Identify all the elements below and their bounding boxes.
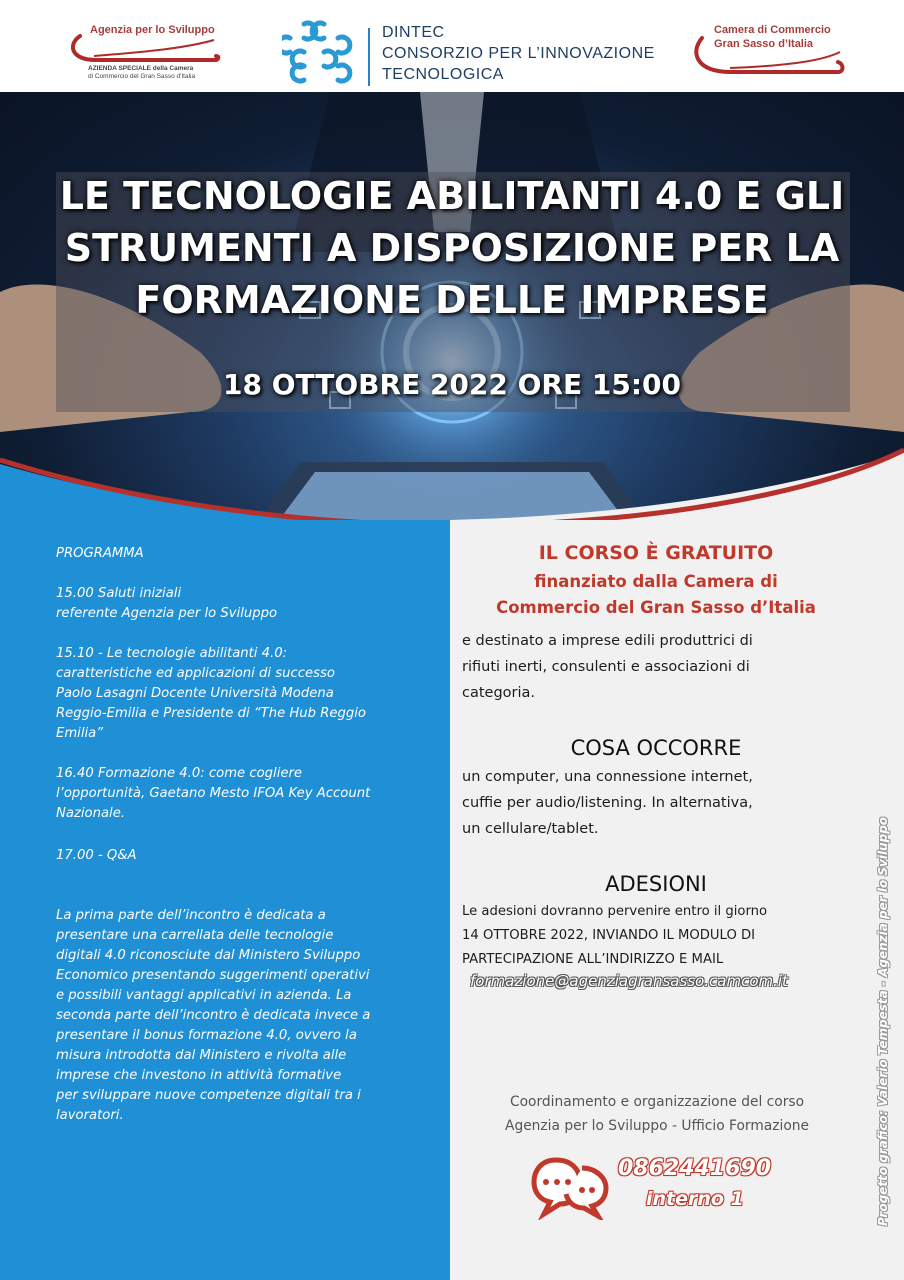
occorre-line-2: cuffie per audio/listening. In alternativa, — [462, 795, 753, 811]
dintec-separator — [368, 28, 370, 86]
dintec-name: DINTEC — [382, 24, 445, 41]
event-title-line-1: LE TECNOLOGIE ABILITANTI 4.0 E GLI — [59, 174, 845, 218]
programma-item-2-line-1: 15.10 - Le tecnologie abilitanti 4.0: — [56, 646, 288, 661]
programma-item-3-line-3: Nazionale. — [56, 806, 126, 821]
desc-line: seconda parte dell’incontro è dedicata invece a — [56, 1008, 371, 1023]
desc-line: e possibili vantaggi applicativi in azienda. La — [56, 988, 352, 1003]
programma-item-3 — [56, 764, 440, 824]
desc-line: digitali 4.0 riconosciute dal Ministero Sviluppo — [56, 948, 361, 963]
adesioni-line-1: Le adesioni dovranno pervenire entro il giorno — [462, 904, 768, 919]
programma-item-2-line-5: Emilia” — [56, 726, 104, 741]
desc-line: lavoratori. — [56, 1108, 124, 1123]
programma-item-4: 17.00 - Q&A — [56, 848, 137, 863]
finanziato-line-2: Commercio del Gran Sasso d’Italia — [496, 598, 816, 617]
programma-item-1-time: 15.00 Saluti iniziali — [56, 586, 182, 601]
coordinamento-line-2: Agenzia per lo Sviluppo - Ufficio Formazione — [505, 1118, 809, 1134]
occorre-line-3: un cellulare/tablet. — [462, 821, 599, 837]
programma-item-1 — [56, 584, 440, 624]
agenzia-subline-1: AZIENDA SPECIALE della Camera — [88, 65, 194, 72]
destinatari-line-3: categoria. — [462, 685, 536, 701]
coordinamento-text — [462, 1090, 852, 1138]
dintec-logo — [282, 16, 682, 88]
corso-gratuito-heading: IL CORSO È GRATUITO — [538, 542, 774, 564]
email-link[interactable]: formazione@agenziagransasso.camcom.it — [470, 972, 788, 990]
event-title-line-3: FORMAZIONE DELLE IMPRESE — [135, 278, 769, 322]
desc-line: per sviluppare nuove competenze digitali tra i — [56, 1088, 361, 1103]
agenzia-sviluppo-logo — [66, 22, 226, 84]
dintec-logo-icon — [282, 16, 360, 88]
desc-line: presentare il bonus formazione 4.0, ovvero la — [56, 1028, 357, 1043]
programma-item-2 — [56, 644, 440, 744]
adesioni-line-2: 14 OTTOBRE 2022, INVIANDO IL MODULO DI — [462, 928, 756, 943]
agenzia-name: Agenzia per lo Sviluppo — [90, 24, 215, 36]
chat-bubbles-icon — [530, 1154, 610, 1220]
dintec-line-3: TECNOLOGICA — [382, 66, 504, 83]
desc-line: La prima parte dell’incontro è dedicata a — [56, 908, 326, 923]
finanziato-line-1: finanziato dalla Camera di — [534, 572, 778, 591]
programma-item-3-line-1: 16.40 Formazione 4.0: come cogliere — [56, 766, 303, 781]
phone-extension: interno 1 — [646, 1188, 744, 1210]
destinatari-line-1: e destinato a imprese edili produttrici di — [462, 633, 753, 649]
adesioni-text — [462, 900, 852, 972]
programma-item-1-desc: referente Agenzia per lo Sviluppo — [56, 606, 278, 621]
programma-item-2-line-2: caratteristiche ed applicazioni di successo — [56, 666, 335, 681]
adesioni-line-3: PARTECIPAZIONE ALL’INDIRIZZO E MAIL — [462, 952, 724, 967]
desc-line: imprese che investono in attività formative — [56, 1068, 342, 1083]
adesioni-heading: ADESIONI — [605, 872, 707, 896]
programma-panel — [0, 520, 450, 1280]
camera-commercio-logo — [690, 22, 850, 82]
graphic-credit: Progetto grafico: Valerio Tempesta - Agenzia per lo Sviluppo — [876, 816, 890, 1226]
programma-item-2-line-4: Reggio-Emilia e Presidente di “The Hub Reggio — [56, 706, 366, 721]
programma-title: PROGRAMMA — [56, 546, 144, 561]
hero-banner — [0, 92, 904, 532]
phone-number[interactable]: 0862441690 — [618, 1156, 772, 1181]
dintec-line-2: CONSORZIO PER L’INNOVAZIONE — [382, 45, 655, 62]
programma-description — [56, 906, 442, 1126]
desc-line: misura introdotta dal Ministero e rivolta alle — [56, 1048, 347, 1063]
desc-line: Economico presentando suggerimenti operativi — [56, 968, 370, 983]
coordinamento-line-1: Coordinamento e organizzazione del corso — [509, 1094, 805, 1110]
programma-item-3-line-2: l’opportunità, Gaetano Mesto IFOA Key Account — [56, 786, 371, 801]
cosa-occorre-text — [462, 764, 852, 842]
camera-line-2: Gran Sasso d’Italia — [714, 38, 814, 50]
desc-line: presentare una carrellata delle tecnologie — [56, 928, 334, 943]
destinatari-line-2: rifiuti inerti, consulenti e associazioni di — [462, 659, 750, 675]
destinatari-text — [462, 628, 852, 706]
event-title-line-2: STRUMENTI A DISPOSIZIONE PER LA — [64, 226, 840, 270]
occorre-line-1: un computer, una connessione internet, — [462, 769, 753, 785]
header — [0, 0, 904, 92]
event-date: 18 OTTOBRE 2022 ORE 15:00 — [223, 368, 681, 401]
cosa-occorre-heading: COSA OCCORRE — [570, 736, 742, 760]
programma-item-2-line-3: Paolo Lasagni Docente Università Modena — [56, 686, 334, 701]
camera-line-1: Camera di Commercio — [714, 24, 831, 36]
event-title — [40, 170, 864, 326]
agenzia-subline-2: di Commercio del Gran Sasso d'Italia — [88, 73, 196, 80]
